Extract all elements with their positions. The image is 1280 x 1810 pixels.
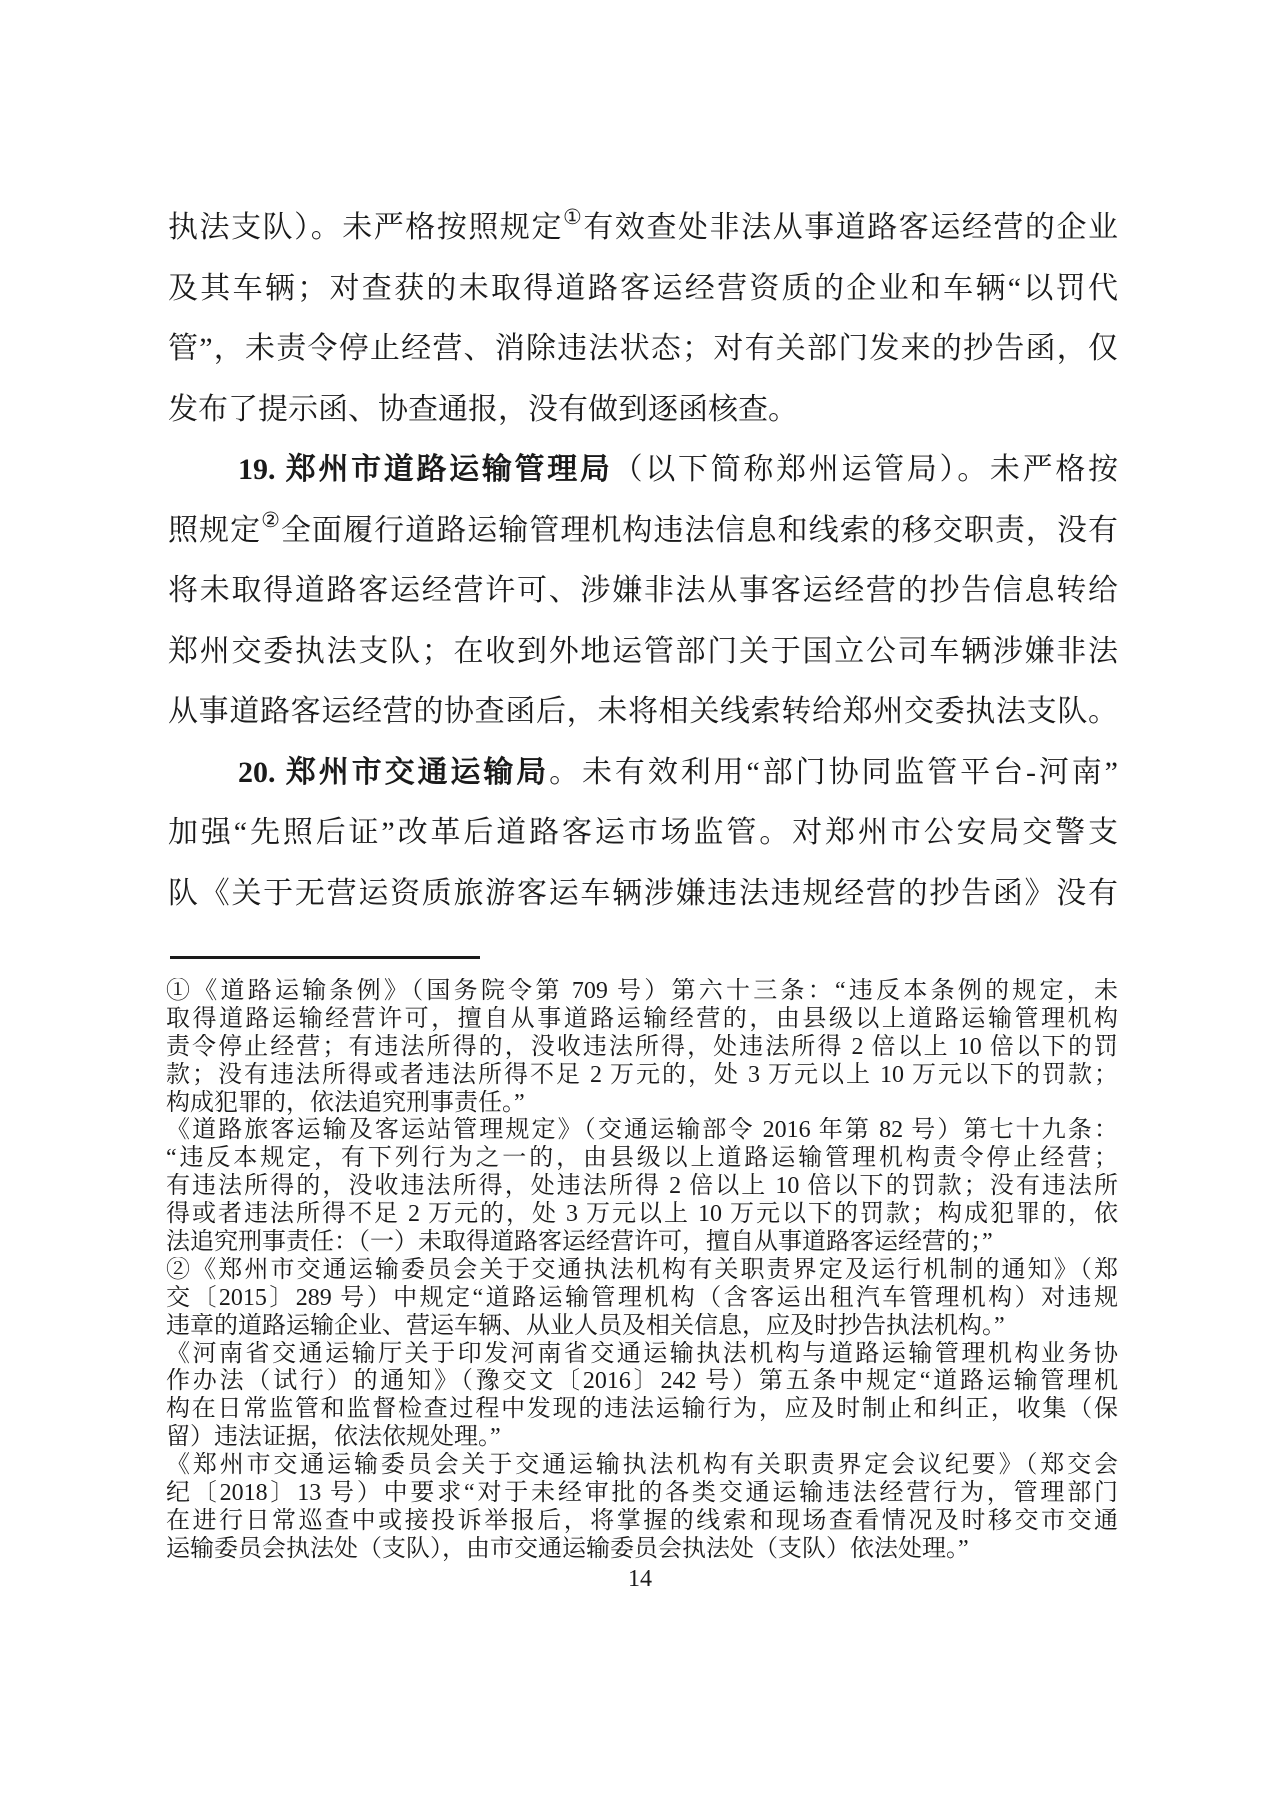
- body-line: 及其车辆；对查获的未取得道路客运经营资质的企业和车辆“以罚代: [168, 271, 1118, 305]
- body-text-segment: 有效查处非法从事道路客运经营的企业: [583, 211, 1118, 244]
- body-text-segment: 执法支队）。未严格按照规定: [168, 211, 564, 244]
- page-number: 14: [628, 1566, 652, 1592]
- footnote-line: 交〔2015〕289 号）中规定“道路运输管理机构（含客运出租汽车管理机构）对违规: [166, 1284, 1118, 1311]
- body-text-segment: 全面履行道路运输管理机构违法信息和线索的移交职责，没有: [281, 513, 1118, 547]
- body-text-segment: 照规定: [168, 513, 262, 547]
- body-line-para20-start: [168, 743, 1118, 804]
- footnote-line: 法追究刑事责任：（一）未取得道路客运经营许可，擅自从事道路客运经营的；”: [166, 1229, 993, 1256]
- footnote-line: “违反本规定，有下列行为之一的，由县级以上道路运输管理机构责令停止经营；: [166, 1145, 1118, 1172]
- footnote-line: 取得道路运输经营许可，擅自从事道路运输经营的，由县级以上道路运输管理机构: [166, 1005, 1118, 1032]
- agency-name-19: 19. 郑州市道路运输管理局: [238, 453, 613, 486]
- footnote-line: 得或者违法所得不足 2 万元的，处 3 万元以上 10 万元以下的罚款；构成犯罪的，依: [166, 1201, 1118, 1228]
- footnote-line: 纪〔2018〕13 号）中要求“对于未经审批的各类交通运输违法经营行为，管理部门: [166, 1480, 1118, 1507]
- body-line: 加强“先照后证”改革后道路客运市场监管。对郑州市公安局交警支: [168, 816, 1118, 849]
- footnote-line: 有违法所得的，没收违法所得，处违法所得 2 倍以上 10 倍以下的罚款；没有违法所: [166, 1173, 1118, 1200]
- footnote-line: 构成犯罪的，依法追究刑事责任。”: [166, 1089, 525, 1116]
- body-line: [168, 198, 1118, 259]
- footnote-line: ②《郑州市交通运输委员会关于交通执法机构有关职责界定及运行机制的通知》（郑: [166, 1256, 1118, 1283]
- body-text: [168, 198, 1118, 924]
- body-line: [168, 501, 1118, 562]
- footnote-line: 款；没有违法所得或者违法所得不足 2 万元的，处 3 万元以上 10 万元以下的罚款；: [166, 1061, 1118, 1088]
- body-line: 发布了提示函、协查通报，没有做到逐函核查。: [168, 392, 798, 426]
- body-line: 管”，未责令停止经营、消除违法状态；对有关部门发来的抄告函，仅: [168, 332, 1118, 365]
- footnote-line: 《道路旅客运输及客运站管理规定》（交通运输部令 2016 年第 82 号）第七十九条：: [166, 1117, 1118, 1144]
- body-line: 郑州交委执法支队；在收到外地运管部门关于国立公司车辆涉嫌非法: [168, 634, 1118, 668]
- footnote-ref-2: ②: [261, 507, 281, 532]
- body-text-segment: 。未有效利用“部门协同监管平台-河南”: [549, 755, 1118, 789]
- footnote-line: 在进行日常巡查中或接投诉举报后，将掌握的线索和现场查看情况及时移交市交通: [166, 1507, 1118, 1534]
- footnote-line: 作办法（试行）的通知》（豫交文〔2016〕242 号）第五条中规定“道路运输管理机: [166, 1368, 1118, 1395]
- footnote-line: 留）违法证据，依法依规处理。”: [166, 1424, 501, 1451]
- footnote-line: 构在日常监管和监督检查过程中发现的违法运输行为，应及时制止和纠正，收集（保: [166, 1396, 1118, 1423]
- footnotes-section: [166, 978, 1118, 1564]
- body-line: 从事道路客运经营的协查函后，未将相关线索转给郑州交委执法支队。: [168, 695, 1118, 728]
- footnote-line: ①《道路运输条例》（国务院令第 709 号）第六十三条：“违反本条例的规定，未: [166, 978, 1118, 1004]
- footnote-line: 《郑州市交通运输委员会关于交通运输执法机构有关职责界定会议纪要》（郑交会: [166, 1452, 1118, 1479]
- footnote-divider: [170, 956, 480, 959]
- body-line-para19-start: [168, 440, 1118, 501]
- body-line: 队《关于无营运资质旅游客运车辆涉嫌违法违规经营的抄告函》没有: [168, 876, 1118, 910]
- footnote-ref-1: ①: [563, 205, 584, 229]
- footnote-line: 《河南省交通运输厅关于印发河南省交通运输执法机构与道路运输管理机构业务协: [166, 1340, 1118, 1367]
- body-text-segment: （以下简称郑州运管局）。未严格按: [612, 453, 1118, 486]
- agency-name-20: 20. 郑州市交通运输局: [238, 755, 550, 789]
- footnote-line: 责令停止经营；有违法所得的，没收违法所得，处违法所得 2 倍以上 10 倍以下的罚: [166, 1033, 1118, 1060]
- body-line: 将未取得道路客运经营许可、涉嫌非法从事客运经营的抄告信息转给: [168, 574, 1118, 607]
- footnote-line: 违章的道路运输企业、营运车辆、从业人员及相关信息，应及时抄告执法机构。”: [166, 1312, 1005, 1339]
- footnote-line: 运输委员会执法处（支队），由市交通运输委员会执法处（支队）依法处理。”: [166, 1535, 969, 1562]
